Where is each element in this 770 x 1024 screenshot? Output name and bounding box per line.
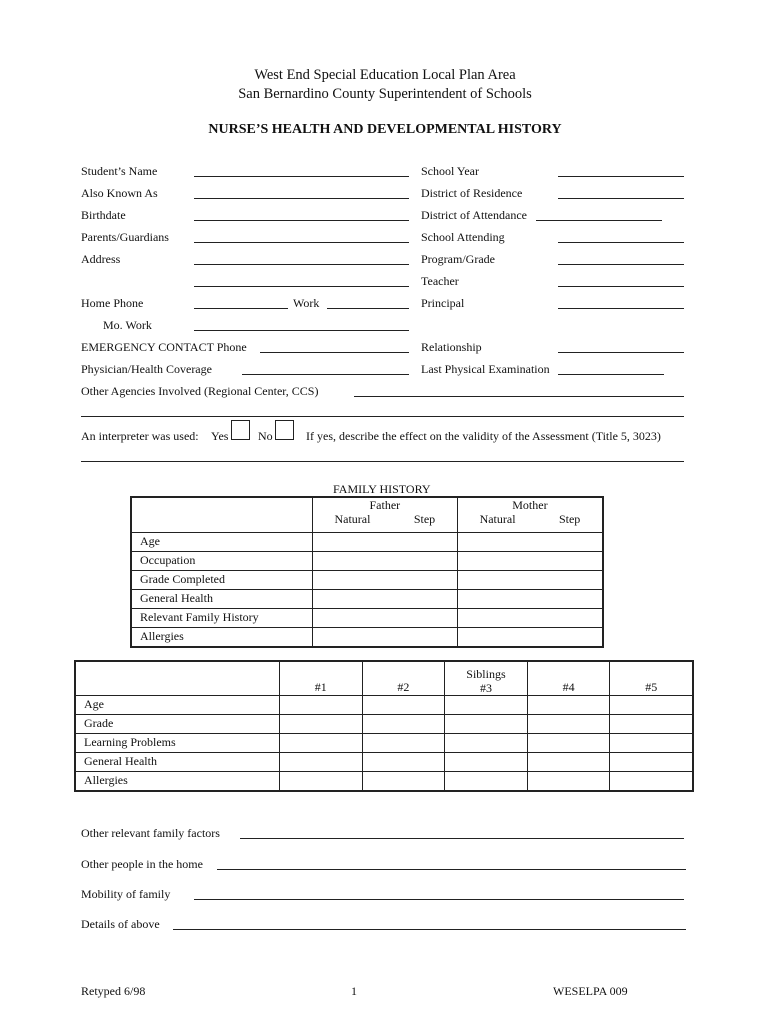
sib2-health[interactable] [362, 752, 445, 771]
father-age-cell[interactable] [312, 532, 457, 551]
family-history-title: FAMILY HISTORY [333, 482, 431, 496]
district-residence-field[interactable] [558, 198, 684, 199]
also-known-as-label: Also Known As [81, 186, 158, 200]
father-label: Father [369, 498, 401, 512]
interpreter-no-label: No [258, 429, 273, 443]
page-number: 1 [351, 984, 357, 998]
mo-work-label: Mo. Work [103, 318, 152, 332]
sibling-4-header: #4 [527, 661, 610, 695]
sib4-grade[interactable] [527, 714, 610, 733]
sib1-learning[interactable] [280, 733, 363, 752]
mo-work-field[interactable] [194, 330, 409, 331]
sibling-2-header: #2 [362, 661, 445, 695]
mother-step-label: Step [558, 512, 581, 526]
interpreter-yes-label: Yes [211, 429, 229, 443]
county-office: San Bernardino County Superintendent of Schools [238, 86, 532, 102]
home-phone-field[interactable] [194, 308, 288, 309]
address-label: Address [81, 252, 121, 266]
mother-header [457, 497, 603, 532]
school-year-field[interactable] [558, 176, 684, 177]
sib2-allergies[interactable] [362, 771, 445, 791]
emergency-contact-field[interactable] [260, 352, 409, 353]
siblings-corner-cell [75, 661, 280, 695]
sib1-health[interactable] [280, 752, 363, 771]
form-title: NURSE’S HEALTH AND DEVELOPMENTAL HISTORY [208, 122, 562, 137]
last-physical-label: Last Physical Examination [421, 362, 550, 376]
sib1-grade[interactable] [280, 714, 363, 733]
sib-row-learning-label: Learning Problems [75, 733, 280, 752]
sib3-learning[interactable] [445, 733, 528, 752]
sib5-allergies[interactable] [610, 771, 693, 791]
father-header [312, 497, 457, 532]
parents-guardians-field[interactable] [194, 242, 409, 243]
sibling-3-header [445, 661, 528, 695]
other-people-label: Other people in the home [81, 857, 203, 871]
sib-row-health-label: General Health [75, 752, 280, 771]
agency-name: West End Special Education Local Plan Area [254, 67, 516, 83]
other-family-factors-field[interactable] [240, 838, 684, 839]
birthdate-label: Birthdate [81, 208, 126, 222]
school-attending-label: School Attending [421, 230, 505, 244]
sib4-age[interactable] [527, 695, 610, 714]
sib3-age[interactable] [445, 695, 528, 714]
sibling-1-header: #1 [280, 661, 363, 695]
father-step-label: Step [413, 512, 436, 526]
other-people-field[interactable] [217, 869, 686, 870]
mobility-label: Mobility of family [81, 887, 171, 901]
other-agencies-field-line2[interactable] [81, 416, 684, 417]
teacher-field[interactable] [558, 286, 684, 287]
other-agencies-label: Other Agencies Involved (Regional Center, CCS) [81, 384, 319, 398]
sib2-grade[interactable] [362, 714, 445, 733]
student-name-field[interactable] [194, 176, 409, 177]
parents-guardians-label: Parents/Guardians [81, 230, 169, 244]
mother-allergies-cell[interactable] [457, 627, 603, 647]
mother-health-cell[interactable] [457, 589, 603, 608]
row-age-label: Age [131, 532, 312, 551]
sib1-allergies[interactable] [280, 771, 363, 791]
other-agencies-field[interactable] [354, 396, 684, 397]
district-attendance-label: District of Attendance [421, 208, 527, 222]
principal-field[interactable] [558, 308, 684, 309]
details-field[interactable] [173, 929, 686, 930]
interpreter-yes-checkbox[interactable] [231, 420, 250, 440]
district-residence-label: District of Residence [421, 186, 523, 200]
sibling-3-label: #3 [479, 680, 492, 695]
relationship-label: Relationship [421, 340, 482, 354]
school-year-label: School Year [421, 164, 480, 178]
sib5-health[interactable] [610, 752, 693, 771]
birthdate-field[interactable] [194, 220, 409, 221]
home-phone-label: Home Phone [81, 296, 144, 310]
father-occupation-cell[interactable] [312, 551, 457, 570]
sib4-allergies[interactable] [527, 771, 610, 791]
corner-cell [131, 497, 312, 532]
sib-row-grade-label: Grade [75, 714, 280, 733]
physician-field[interactable] [242, 374, 409, 375]
sib3-grade[interactable] [445, 714, 528, 733]
row-occupation-label: Occupation [131, 551, 312, 570]
father-health-cell[interactable] [312, 589, 457, 608]
emergency-contact-label: EMERGENCY CONTACT Phone [81, 340, 247, 354]
sib3-health[interactable] [445, 752, 528, 771]
mother-family-history-cell[interactable] [457, 608, 603, 627]
work-label: Work [293, 296, 320, 310]
sib5-grade[interactable] [610, 714, 693, 733]
district-attendance-field[interactable] [536, 220, 662, 221]
physician-label: Physician/Health Coverage [81, 362, 212, 376]
sib1-age[interactable] [280, 695, 363, 714]
father-grade-cell[interactable] [312, 570, 457, 589]
sib4-health[interactable] [527, 752, 610, 771]
also-known-as-field[interactable] [194, 198, 409, 199]
other-family-factors-label: Other relevant family factors [81, 826, 220, 840]
sib4-learning[interactable] [527, 733, 610, 752]
mother-age-cell[interactable] [457, 532, 603, 551]
father-natural-label: Natural [334, 512, 371, 526]
interpreter-description-field[interactable] [81, 461, 684, 462]
sib3-allergies[interactable] [445, 771, 528, 791]
program-grade-field[interactable] [558, 264, 684, 265]
interpreter-note: If yes, describe the effect on the validity of the Assessment (Title 5, 3023) [306, 429, 661, 443]
interpreter-label: An interpreter was used: [81, 429, 199, 443]
principal-label: Principal [421, 296, 465, 310]
school-attending-field[interactable] [558, 242, 684, 243]
mother-natural-label: Natural [479, 512, 516, 526]
sib-row-allergies-label: Allergies [75, 771, 280, 791]
address-field-line2[interactable] [194, 286, 409, 287]
work-phone-field[interactable] [327, 308, 409, 309]
sib-row-age-label: Age [75, 695, 280, 714]
mother-occupation-cell[interactable] [457, 551, 603, 570]
siblings-title: Siblings [466, 666, 506, 681]
row-grade-completed-label: Grade Completed [131, 570, 312, 589]
student-name-label: Student’s Name [81, 164, 158, 178]
row-general-health-label: General Health [131, 589, 312, 608]
mother-grade-cell[interactable] [457, 570, 603, 589]
last-physical-field[interactable] [558, 374, 664, 375]
mobility-field[interactable] [194, 899, 684, 900]
sib5-learning[interactable] [610, 733, 693, 752]
sib5-age[interactable] [610, 695, 693, 714]
sib2-age[interactable] [362, 695, 445, 714]
sibling-5-header: #5 [610, 661, 693, 695]
mother-label: Mother [512, 498, 548, 512]
sib2-learning[interactable] [362, 733, 445, 752]
relationship-field[interactable] [558, 352, 684, 353]
father-allergies-cell[interactable] [312, 627, 457, 647]
row-family-history-label: Relevant Family History [131, 608, 312, 627]
father-family-history-cell[interactable] [312, 608, 457, 627]
details-label: Details of above [81, 917, 160, 931]
family-history-table [130, 496, 604, 648]
footer-retyped: Retyped 6/98 [81, 984, 146, 998]
interpreter-no-checkbox[interactable] [275, 420, 294, 440]
address-field-line1[interactable] [194, 264, 409, 265]
teacher-label: Teacher [421, 274, 459, 288]
row-allergies-label: Allergies [131, 627, 312, 647]
program-grade-label: Program/Grade [421, 252, 495, 266]
siblings-table [74, 660, 694, 792]
form-code: WESELPA 009 [553, 984, 628, 998]
